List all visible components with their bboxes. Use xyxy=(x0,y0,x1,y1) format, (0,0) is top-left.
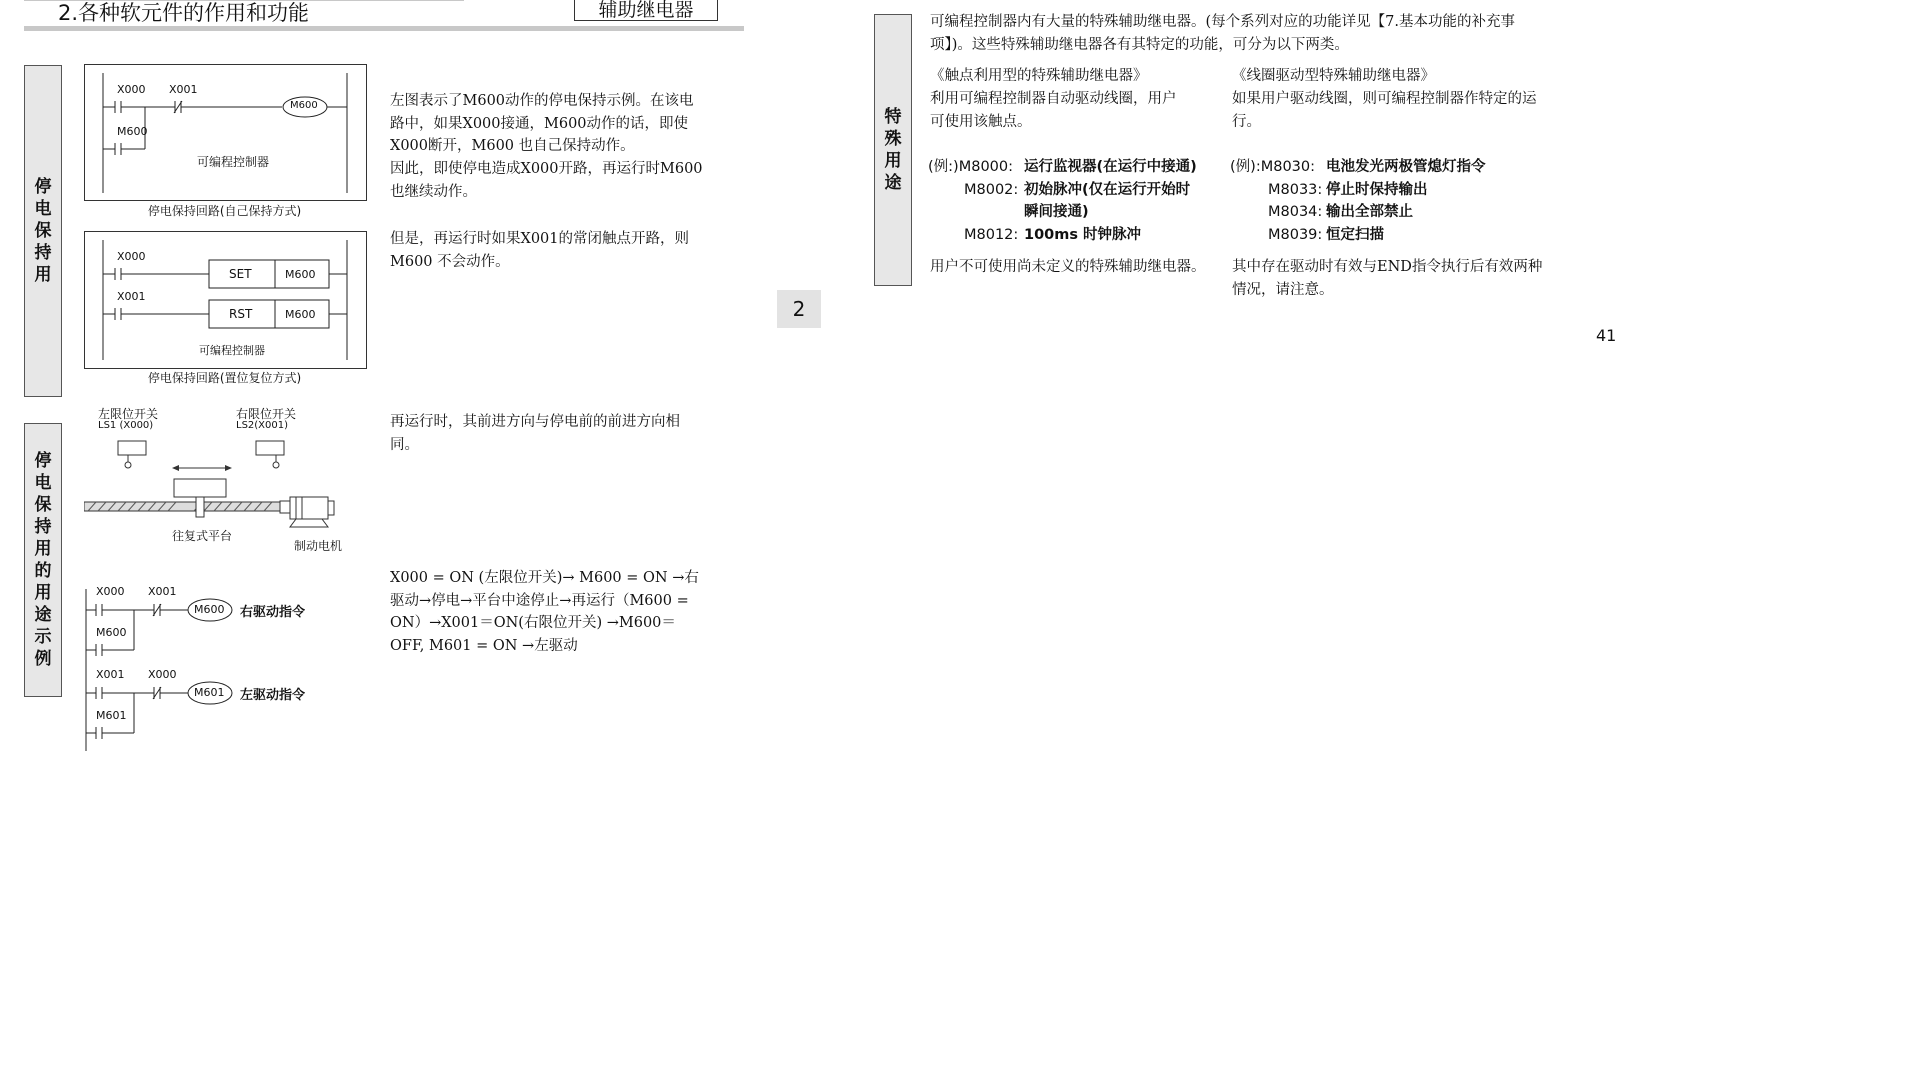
paragraph: 因此，即使停电造成X000开路，再运行时M600也继续动作。 xyxy=(390,161,703,200)
example-desc xyxy=(1024,224,1141,247)
example-desc-text: 恒定扫描 xyxy=(1326,227,1384,243)
drive-label: 右驱动指令 xyxy=(240,605,306,620)
example-desc-text: 初始脉冲(仅在运行开始时 xyxy=(1024,182,1191,198)
tab-char: 途 xyxy=(34,605,52,625)
header-rule xyxy=(24,26,744,31)
motor-label: 制动电机 xyxy=(294,539,343,553)
column-desc-contact-type: 利用可编程控制器自动驱动线圈，用户可使用该触点。 xyxy=(930,91,1177,130)
example-desc xyxy=(1024,201,1089,224)
drive-label: 左驱动指令 xyxy=(240,688,306,703)
contact-label: X000 xyxy=(117,250,146,263)
tab-char: 保 xyxy=(34,495,52,515)
device-label: M600 xyxy=(285,268,316,281)
paragraph: X000 = ON (左限位开关)→ M600 = ON →右驱动→停电→平台中途停止→再运行（M600 = ON）→X001＝ON(右限位开关) →M600＝OFF, M601 = ON →左驱动 xyxy=(390,570,699,654)
tab-char: 保 xyxy=(34,221,52,241)
contact-label: M600 xyxy=(96,626,127,639)
tab-char: 停 xyxy=(34,451,52,471)
paragraph: 左图表示了M600动作的停电保持示例。在该电路中，如果X000接通，M600动作的话，即使X000断开，M600 也自己保持动作。 xyxy=(390,93,694,154)
ladder-diagram-drive xyxy=(84,583,364,753)
tab-char: 例 xyxy=(34,649,52,669)
page-number: 41 xyxy=(1596,326,1617,345)
contact-label: X000 xyxy=(96,585,125,598)
example-code: M8000: xyxy=(958,159,1014,175)
coil-label: M600 xyxy=(194,603,225,616)
tab-char: 电 xyxy=(34,199,52,219)
ladder-diagram-set-reset xyxy=(84,231,367,369)
example-desc-text: 瞬间接通) xyxy=(1024,204,1089,220)
chapter-tab: 2 xyxy=(777,290,821,328)
contact-label: M601 xyxy=(96,709,127,722)
tab-char: 停 xyxy=(34,177,52,197)
note-paragraph: 用户不可使用尚未定义的特殊辅助继电器。 xyxy=(930,259,1206,275)
contact-label: M600 xyxy=(117,125,148,138)
coil-label: M601 xyxy=(194,686,225,699)
example-desc-text: 电池发光两极管熄灯指令 xyxy=(1326,159,1486,175)
contact-label: X001 xyxy=(117,290,146,303)
paragraph: 但是，再运行时如果X001的常闭触点开路，则M600 不会动作。 xyxy=(390,231,689,270)
tab-char: 用 xyxy=(34,583,52,603)
contact-label: X001 xyxy=(148,585,177,598)
section-title: 2.各种软元件的作用和功能 xyxy=(58,1,310,25)
reciprocating-platform-diagram xyxy=(84,405,374,555)
left-limit-switch-id: LS1 (X000) xyxy=(98,420,154,431)
example-code: M8012: xyxy=(964,227,1019,243)
tab-char: 持 xyxy=(34,243,52,263)
example-desc xyxy=(1326,201,1413,224)
instruction-label: RST xyxy=(229,307,253,321)
contact-label: X001 xyxy=(169,83,198,96)
example-desc-text: 运行监视器(在运行中接通) xyxy=(1024,159,1197,175)
example-code: M8030: xyxy=(1260,159,1316,175)
side-tab-retention-example xyxy=(24,423,62,697)
coil-label: M600 xyxy=(290,100,318,111)
example-prefix: (例:) xyxy=(928,159,959,175)
example-prefix: (例): xyxy=(1230,159,1261,175)
tab-char: 途 xyxy=(884,173,902,193)
example-code: M8039: xyxy=(1268,227,1323,243)
side-tab-special-use xyxy=(874,14,912,286)
example-row xyxy=(1230,156,1315,179)
figure-caption: 停电保持回路(自己保持方式) xyxy=(147,204,302,218)
example-code: M8002: xyxy=(964,182,1019,198)
example-row xyxy=(928,156,1013,179)
plc-label: 可编程控制器 xyxy=(199,344,265,357)
example-desc-text: 停止时保持输出 xyxy=(1326,182,1428,198)
side-tab-power-retention xyxy=(24,65,62,397)
tab-char: 持 xyxy=(34,517,52,537)
left-limit-switch-label: 左限位开关 xyxy=(98,407,159,421)
note-paragraph: 其中存在驱动时有效与END指令执行后有效两种情况，请注意。 xyxy=(1232,259,1543,298)
tab-char: 示 xyxy=(34,627,52,647)
platform-label: 往复式平台 xyxy=(172,529,233,543)
device-label: M600 xyxy=(285,308,316,321)
right-limit-switch-label: 右限位开关 xyxy=(236,407,297,421)
tab-char: 特 xyxy=(884,107,902,127)
example-desc xyxy=(1326,179,1428,202)
tab-char: 电 xyxy=(34,473,52,493)
tab-char: 用 xyxy=(884,151,902,171)
column-title-coil-type: 《线圈驱动型特殊辅助继电器》 xyxy=(1232,68,1435,84)
example-code: M8034: xyxy=(1268,204,1323,220)
figure-caption: 停电保持回路(置位复位方式) xyxy=(147,371,302,385)
tab-char: 殊 xyxy=(884,129,902,149)
plc-label: 可编程控制器 xyxy=(197,155,270,169)
tab-char: 用 xyxy=(34,539,52,559)
right-limit-switch-id: LS2(X001) xyxy=(236,420,289,431)
tab-char: 的 xyxy=(34,561,52,581)
example-desc xyxy=(1326,224,1384,247)
column-title-contact-type: 《触点利用型的特殊辅助继电器》 xyxy=(930,68,1148,84)
example-desc-text: 100ms 时钟脉冲 xyxy=(1024,227,1142,243)
contact-label: X000 xyxy=(148,668,177,681)
example-code: M8033: xyxy=(1268,182,1323,198)
intro-paragraph: 可编程控制器内有大量的特殊辅助继电器。(每个系列对应的功能详见【7.基本功能的补充事项】)。这些特殊辅助继电器各有其特定的功能，可分为以下两类。 xyxy=(930,14,1515,53)
example-desc xyxy=(1326,156,1486,179)
section-tag: 辅助继电器 xyxy=(574,0,718,21)
contact-label: X001 xyxy=(96,668,125,681)
example-desc-text: 输出全部禁止 xyxy=(1326,204,1413,220)
column-desc-coil-type: 如果用户驱动线圈，则可编程控制器作特定的运行。 xyxy=(1232,91,1537,130)
contact-label: X000 xyxy=(117,83,146,96)
instruction-label: SET xyxy=(229,267,252,281)
paragraph: 再运行时，其前进方向与停电前的前进方向相同。 xyxy=(390,414,680,453)
ladder-diagram-self-hold xyxy=(84,64,367,201)
tab-char: 用 xyxy=(34,265,52,285)
example-desc xyxy=(1024,179,1190,202)
example-desc xyxy=(1024,156,1197,179)
